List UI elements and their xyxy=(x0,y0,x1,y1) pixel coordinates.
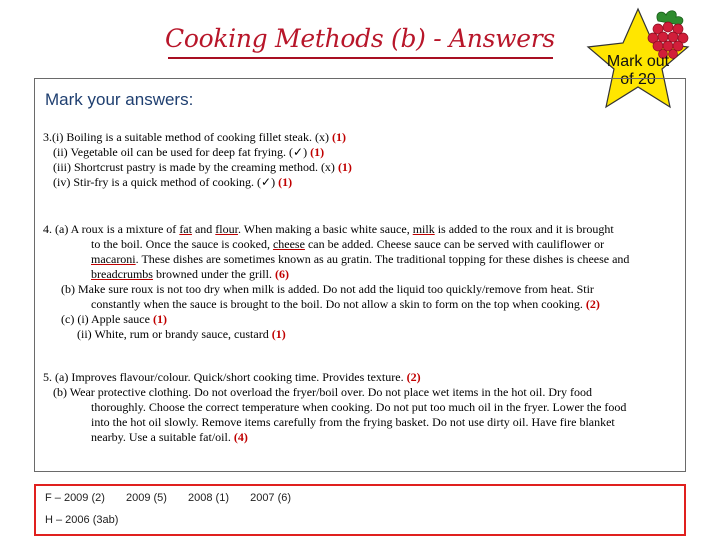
answer-3-i: 3.(i) Boiling is a suitable method of cooking fillet steak. (x) (1) xyxy=(43,130,346,144)
answer-3-iii: (iii) Shortcrust pastry is made by the creaming method. (x) (1) xyxy=(53,160,352,174)
answer-3-iv: (iv) Stir-fry is a quick method of cooking. (✓) (1) xyxy=(53,175,293,189)
answer-word: milk xyxy=(412,222,435,236)
reference-2009: 2009 (5) xyxy=(125,492,167,504)
answer-5b-line-4: nearby. Use a suitable fat/oil. (4) xyxy=(91,430,248,444)
answer-word: flour xyxy=(215,222,238,236)
answer-4a-line-1: 4. (a) A roux is a mixture of fat and flour. When making a basic white sauce, milk is added to the roux and it is brought xyxy=(43,222,614,236)
title-underline xyxy=(168,57,553,59)
mark: (1) xyxy=(331,130,346,144)
mark: (2) xyxy=(585,297,600,311)
answer-4a-line-2: to the boil. Once the sauce is cooked, cheese can be added. Cheese sauce can be served with cauliflower or xyxy=(91,237,605,251)
exam-references xyxy=(34,484,686,536)
answer-word: cheese xyxy=(272,237,305,251)
mark: (1) xyxy=(152,312,167,326)
mark: (6) xyxy=(274,267,289,281)
mark-badge-label: Mark out of 20 xyxy=(606,53,670,88)
answer-4b-line-2: constantly when the sauce is brought to the boil. Do not allow a skin to form on the top when cooking. (2) xyxy=(91,297,600,311)
answer-5b-line-2: thoroughly. Choose the correct temperature when cooking. Do not put too much oil in the fryer. Lower the food xyxy=(91,400,627,414)
answer-5a: 5. (a) Improves flavour/colour. Quick/short cooking time. Provides texture. (2) xyxy=(43,370,421,384)
answer-4c-ii: (ii) White, rum or brandy sauce, custard (1) xyxy=(77,327,286,341)
reference-foundation: F – 2009 (2) xyxy=(45,492,105,504)
mark: (1) xyxy=(278,175,293,189)
answer-4a-line-4: breadcrumbs browned under the grill. (6) xyxy=(91,267,289,281)
answer-3-ii: (ii) Vegetable oil can be used for deep fat frying. (✓) (1) xyxy=(53,145,325,159)
page-title: Cooking Methods (b) - Answers xyxy=(165,24,555,53)
question-3 xyxy=(43,130,643,190)
mark: (2) xyxy=(406,370,421,384)
mark: (1) xyxy=(310,145,325,159)
answer-5b-line-1: (b) Wear protective clothing. Do not overload the fryer/boil over. Do not place wet items in the hot oil. Dry food xyxy=(53,385,593,399)
reference-2008: 2008 (1) xyxy=(188,492,230,504)
answer-word: breadcrumbs xyxy=(91,267,153,281)
answer-word: fat xyxy=(179,222,192,236)
mark: (4) xyxy=(233,430,248,444)
answer-word: macaroni xyxy=(91,252,136,266)
reference-higher: H – 2006 (3ab) xyxy=(45,514,119,526)
answer-5b-line-3: into the hot oil slowly. Remove items carefully from the frying basket. Do not use dirty oil. Have fire blanket xyxy=(91,415,615,429)
answer-4c-i: (c) (i) Apple sauce (1) xyxy=(61,312,167,326)
subheading: Mark your answers: xyxy=(45,90,194,109)
mark: (1) xyxy=(337,160,352,174)
answer-4b-line-1: (b) Make sure roux is not too dry when milk is added. Do not add the liquid too quickly/remove from heat. Stir xyxy=(61,282,594,296)
question-5 xyxy=(43,370,683,445)
question-4 xyxy=(43,222,683,342)
answer-4a-line-3: macaroni. These dishes are sometimes known as au gratin. The traditional topping for these dishes is cheese and xyxy=(91,252,630,266)
reference-line-1 xyxy=(45,492,309,504)
reference-2007: 2007 (6) xyxy=(250,492,292,504)
mark: (1) xyxy=(271,327,286,341)
